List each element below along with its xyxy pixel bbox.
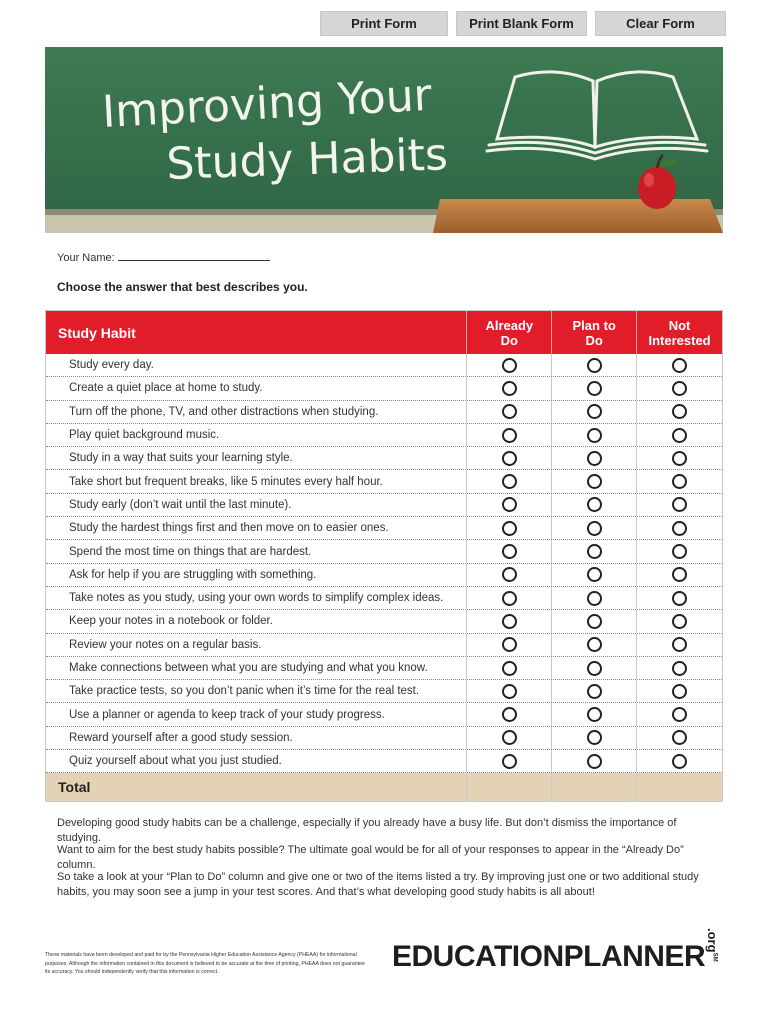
radio-not-interested[interactable] (672, 451, 687, 466)
cell-already-do (466, 377, 551, 399)
radio-plan-to-do[interactable] (587, 614, 602, 629)
cell-not-interested (636, 727, 722, 749)
habit-label: Take notes as you study, using your own words to simplify complex ideas. (69, 592, 444, 605)
table-row (46, 424, 722, 447)
radio-plan-to-do[interactable] (587, 497, 602, 512)
habit-label: Make connections between what you are studying and what you know. (69, 662, 428, 674)
cell-already-do (466, 401, 551, 423)
radio-not-interested[interactable] (672, 428, 687, 443)
radio-not-interested[interactable] (672, 661, 687, 676)
instructions-text: Choose the answer that best describes you. (57, 280, 308, 294)
habit-label: Study the hardest things first and then move on to easier ones. (69, 522, 389, 535)
banner-title-line1: Improving Your (100, 69, 433, 138)
cell-not-interested (636, 470, 722, 492)
radio-plan-to-do[interactable] (587, 754, 602, 769)
radio-not-interested[interactable] (672, 567, 687, 582)
radio-already-do[interactable] (502, 754, 517, 769)
header-not-interested: Not Interested (636, 311, 722, 354)
cell-plan-to-do (551, 354, 636, 376)
radio-not-interested[interactable] (672, 358, 687, 373)
radio-already-do[interactable] (502, 521, 517, 536)
cell-already-do (466, 750, 551, 772)
logo-wordmark: EDUCATIONPLANNER (392, 940, 706, 973)
radio-not-interested[interactable] (672, 730, 687, 745)
table-row (46, 610, 722, 633)
total-plan-to-do (551, 773, 636, 801)
desk-icon (433, 199, 723, 233)
cell-already-do (466, 703, 551, 725)
cell-not-interested (636, 354, 722, 376)
cell-not-interested (636, 634, 722, 656)
header-plan-to-do: Plan to Do (551, 311, 636, 354)
cell-not-interested (636, 517, 722, 539)
cell-not-interested (636, 610, 722, 632)
cell-plan-to-do (551, 657, 636, 679)
table-row (46, 564, 722, 587)
radio-not-interested[interactable] (672, 544, 687, 559)
radio-plan-to-do[interactable] (587, 591, 602, 606)
radio-plan-to-do[interactable] (587, 428, 602, 443)
habit-label: Study in a way that suits your learning style. (69, 452, 293, 465)
radio-already-do[interactable] (502, 451, 517, 466)
your-name-input[interactable] (118, 250, 270, 261)
radio-not-interested[interactable] (672, 591, 687, 606)
paragraph-2: Want to aim for the best study habits possible? The ultimate goal would be for all of your responses to appear in the “Already Do” column. (57, 844, 684, 871)
radio-not-interested[interactable] (672, 637, 687, 652)
radio-already-do[interactable] (502, 707, 517, 722)
cell-not-interested (636, 494, 722, 516)
radio-already-do[interactable] (502, 567, 517, 582)
cell-not-interested (636, 587, 722, 609)
cell-plan-to-do (551, 377, 636, 399)
cell-already-do (466, 424, 551, 446)
cell-not-interested (636, 540, 722, 562)
total-already-do (466, 773, 551, 801)
cell-already-do (466, 540, 551, 562)
cell-plan-to-do (551, 634, 636, 656)
table-header (46, 311, 722, 354)
table-row (46, 703, 722, 726)
table-row (46, 354, 722, 377)
table-row (46, 634, 722, 657)
table-body (46, 354, 722, 773)
cell-already-do (466, 564, 551, 586)
paragraph-3: So take a look at your “Plan to Do” column and give one or two of the items listed a try. By improving just one or two additional study habits, you may soon see a jump in your test scores. And that’s what developing good study habits is all about! (57, 871, 699, 898)
cell-plan-to-do (551, 470, 636, 492)
cell-plan-to-do (551, 494, 636, 516)
cell-not-interested (636, 703, 722, 725)
educationplanner-logo (392, 928, 739, 974)
radio-plan-to-do[interactable] (587, 474, 602, 489)
chalkboard-banner (45, 47, 723, 233)
cell-not-interested (636, 424, 722, 446)
table-row (46, 470, 722, 493)
habit-label: Study early (don’t wait until the last minute). (69, 498, 292, 511)
radio-already-do[interactable] (502, 684, 517, 699)
cell-not-interested (636, 680, 722, 702)
radio-plan-to-do[interactable] (587, 684, 602, 699)
cell-not-interested (636, 401, 722, 423)
radio-plan-to-do[interactable] (587, 661, 602, 676)
cell-plan-to-do (551, 447, 636, 469)
radio-not-interested[interactable] (672, 684, 687, 699)
table-row (46, 517, 722, 540)
radio-not-interested[interactable] (672, 521, 687, 536)
logo-org-suffix: .org℠ (705, 928, 721, 962)
habit-label: Use a planner or agenda to keep track of your study progress. (69, 708, 385, 721)
cell-already-do (466, 587, 551, 609)
cell-plan-to-do (551, 540, 636, 562)
banner-title-line2: Study Habits (165, 129, 449, 190)
table-row (46, 377, 722, 400)
radio-plan-to-do[interactable] (587, 521, 602, 536)
habit-label: Create a quiet place at home to study. (69, 382, 263, 395)
form-toolbar (320, 11, 726, 36)
radio-not-interested[interactable] (672, 381, 687, 396)
radio-not-interested[interactable] (672, 614, 687, 629)
table-row (46, 727, 722, 750)
radio-already-do[interactable] (502, 544, 517, 559)
total-not-interested (636, 773, 722, 801)
table-row (46, 587, 722, 610)
radio-already-do[interactable] (502, 428, 517, 443)
cell-plan-to-do (551, 703, 636, 725)
radio-plan-to-do[interactable] (587, 707, 602, 722)
cell-plan-to-do (551, 680, 636, 702)
print-form-button[interactable]: Print Form (320, 11, 448, 36)
header-study-habit: Study Habit (58, 324, 136, 341)
radio-plan-to-do[interactable] (587, 730, 602, 745)
your-name-label: Your Name: (57, 252, 115, 264)
cell-already-do (466, 610, 551, 632)
cell-not-interested (636, 447, 722, 469)
header-already-do: Already Do (466, 311, 551, 354)
habit-label: Ask for help if you are struggling with something. (69, 568, 317, 581)
cell-already-do (466, 447, 551, 469)
radio-already-do[interactable] (502, 474, 517, 489)
habit-label: Quiz yourself about what you just studied. (69, 755, 282, 768)
cell-already-do (466, 354, 551, 376)
radio-plan-to-do[interactable] (587, 567, 602, 582)
radio-plan-to-do[interactable] (587, 451, 602, 466)
total-row (46, 773, 722, 801)
habit-label: Study every day. (69, 359, 154, 372)
cell-not-interested (636, 564, 722, 586)
habit-label: Turn off the phone, TV, and other distractions when studying. (69, 405, 379, 418)
print-blank-form-button[interactable]: Print Blank Form (456, 11, 587, 36)
habit-label: Play quiet background music. (69, 429, 220, 442)
radio-plan-to-do[interactable] (587, 544, 602, 559)
cell-plan-to-do (551, 517, 636, 539)
radio-already-do[interactable] (502, 637, 517, 652)
cell-plan-to-do (551, 401, 636, 423)
radio-not-interested[interactable] (672, 754, 687, 769)
table-row (46, 494, 722, 517)
radio-plan-to-do[interactable] (587, 358, 602, 373)
table-row (46, 447, 722, 470)
total-label: Total (58, 779, 91, 796)
cell-not-interested (636, 377, 722, 399)
table-row (46, 680, 722, 703)
radio-already-do[interactable] (502, 614, 517, 629)
radio-already-do[interactable] (502, 661, 517, 676)
table-row (46, 657, 722, 680)
habit-label: Take short but frequent breaks, like 5 minutes every half hour. (69, 475, 383, 488)
radio-already-do[interactable] (502, 730, 517, 745)
cell-plan-to-do (551, 610, 636, 632)
radio-already-do[interactable] (502, 591, 517, 606)
habit-label: Reward yourself after a good study session. (69, 731, 293, 744)
cell-already-do (466, 727, 551, 749)
radio-already-do[interactable] (502, 381, 517, 396)
cell-plan-to-do (551, 750, 636, 772)
table-row (46, 540, 722, 563)
cell-plan-to-do (551, 587, 636, 609)
radio-not-interested[interactable] (672, 404, 687, 419)
cell-not-interested (636, 750, 722, 772)
habit-label: Review your notes on a regular basis. (69, 638, 262, 651)
radio-not-interested[interactable] (672, 497, 687, 512)
habit-label: Keep your notes in a notebook or folder. (69, 615, 273, 628)
cell-plan-to-do (551, 564, 636, 586)
cell-already-do (466, 494, 551, 516)
habit-label: Spend the most time on things that are hardest. (69, 545, 312, 558)
radio-plan-to-do[interactable] (587, 637, 602, 652)
study-habits-table (45, 310, 723, 802)
radio-plan-to-do[interactable] (587, 404, 602, 419)
radio-not-interested[interactable] (672, 707, 687, 722)
cell-already-do (466, 680, 551, 702)
cell-already-do (466, 517, 551, 539)
radio-already-do[interactable] (502, 358, 517, 373)
table-row (46, 750, 722, 773)
clear-form-button[interactable]: Clear Form (595, 11, 726, 36)
cell-not-interested (636, 657, 722, 679)
paragraph-1: Developing good study habits can be a challenge, especially if you already have a busy life. But don’t dismiss the importance of studying. (57, 817, 677, 844)
radio-not-interested[interactable] (672, 474, 687, 489)
cell-plan-to-do (551, 727, 636, 749)
cell-already-do (466, 470, 551, 492)
table-row (46, 401, 722, 424)
radio-plan-to-do[interactable] (587, 381, 602, 396)
cell-already-do (466, 657, 551, 679)
your-name-field (57, 250, 270, 264)
chalkboard-illustration (45, 47, 723, 233)
radio-already-do[interactable] (502, 404, 517, 419)
cell-already-do (466, 634, 551, 656)
habit-label: Take practice tests, so you don’t panic when it’s time for the real test. (69, 685, 420, 698)
cell-plan-to-do (551, 424, 636, 446)
radio-already-do[interactable] (502, 497, 517, 512)
footer-disclaimer: These materials have been developed and paid for by the Pennsylvania Higher Education Assistance Agency (PHEAA) for informational purposes. Although the information contained in this document is believed to be accurate at the time of printing, PHEAA does not guarantee its accuracy. You should independently verify that this information is correct. (45, 952, 365, 975)
